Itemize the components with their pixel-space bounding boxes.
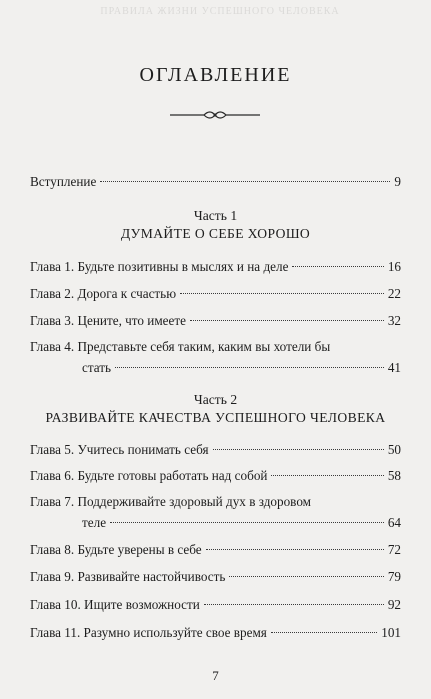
toc-entry-label: Глава 4. Представьте себя таким, каким вы хотели бы xyxy=(30,339,331,354)
toc-entry-label: Глава 5. Учитесь понимать себя xyxy=(30,442,209,457)
toc-entry-chapter-5[interactable] xyxy=(30,441,401,459)
toc-entry-chapter-6[interactable] xyxy=(30,467,401,485)
part-1-number: Часть 1 xyxy=(193,208,238,223)
part-2-number: Часть 2 xyxy=(193,392,238,407)
toc-page-number: 72 xyxy=(387,542,401,557)
toc-entry-label-continued: стать xyxy=(82,360,112,375)
toc-page-number: 101 xyxy=(381,625,401,640)
page-title: ОГЛАВЛЕНИЕ xyxy=(139,64,292,86)
toc-page-number: 50 xyxy=(387,442,401,457)
dot-leader xyxy=(271,632,377,633)
toc-page-number: 41 xyxy=(387,360,401,375)
toc-entry-chapter-11[interactable] xyxy=(30,624,401,642)
toc-entry-label: Глава 2. Дорога к счастью xyxy=(30,286,177,301)
dot-leader xyxy=(110,522,384,523)
dot-leader xyxy=(213,449,384,450)
toc-entry-chapter-1[interactable] xyxy=(30,258,401,276)
toc-page-number: 58 xyxy=(387,468,401,483)
toc-entry-label: Глава 7. Поддерживайте здоровый дух в здоровом xyxy=(30,494,312,509)
toc-page-number: 16 xyxy=(387,259,401,274)
dot-leader xyxy=(100,181,390,182)
toc-page-number: 22 xyxy=(387,286,401,301)
dot-leader xyxy=(190,320,384,321)
toc-page-number: 9 xyxy=(394,174,401,189)
part-2-title: РАЗВИВАЙТЕ КАЧЕСТВА УСПЕШНОГО ЧЕЛОВЕКА xyxy=(45,410,386,425)
toc-page-number: 64 xyxy=(387,515,401,530)
toc-page-number: 92 xyxy=(387,597,401,612)
part-1-title: ДУМАЙТЕ О СЕБЕ ХОРОШО xyxy=(120,226,311,241)
dot-leader xyxy=(115,367,384,368)
toc-entry-chapter-10[interactable] xyxy=(30,596,401,614)
toc-entry-intro[interactable] xyxy=(30,173,401,191)
dot-leader xyxy=(229,576,383,577)
toc-entry-label: Глава 3. Цените, что имеете xyxy=(30,313,186,328)
toc-entry-chapter-3[interactable] xyxy=(30,312,401,330)
running-head-bleed: ПРАВИЛА ЖИЗНИ УСПЕШНОГО ЧЕЛОВЕКА xyxy=(100,6,340,17)
dot-leader xyxy=(206,549,384,550)
dot-leader xyxy=(204,604,384,605)
toc-entry-label: Глава 10. Ищите возможности xyxy=(30,597,200,612)
page-number-folio: 7 xyxy=(212,668,219,683)
toc-entry-label: Глава 9. Развивайте настойчивость xyxy=(30,569,226,584)
toc-page-number: 32 xyxy=(387,313,401,328)
toc-entry-chapter-2[interactable] xyxy=(30,285,401,303)
dot-leader xyxy=(180,293,384,294)
toc-entry-label: Глава 11. Разумно используйте свое время xyxy=(30,625,267,640)
toc-entry-label: Вступление xyxy=(30,174,97,189)
toc-entry-chapter-7[interactable] xyxy=(30,493,401,532)
ornament-divider-icon xyxy=(170,108,260,122)
toc-entry-label: Глава 1. Будьте позитивны в мыслях и на деле xyxy=(30,259,289,274)
toc-entry-label-continued: теле xyxy=(82,515,107,530)
dot-leader xyxy=(292,266,383,267)
toc-entry-chapter-8[interactable] xyxy=(30,541,401,559)
toc-entry-chapter-9[interactable] xyxy=(30,568,401,586)
toc-page-number: 79 xyxy=(387,569,401,584)
toc-entry-label: Глава 6. Будьте готовы работать над собой xyxy=(30,468,268,483)
dot-leader xyxy=(271,475,383,476)
toc-entry-chapter-4[interactable] xyxy=(30,338,401,377)
toc-entry-label: Глава 8. Будьте уверены в себе xyxy=(30,542,202,557)
